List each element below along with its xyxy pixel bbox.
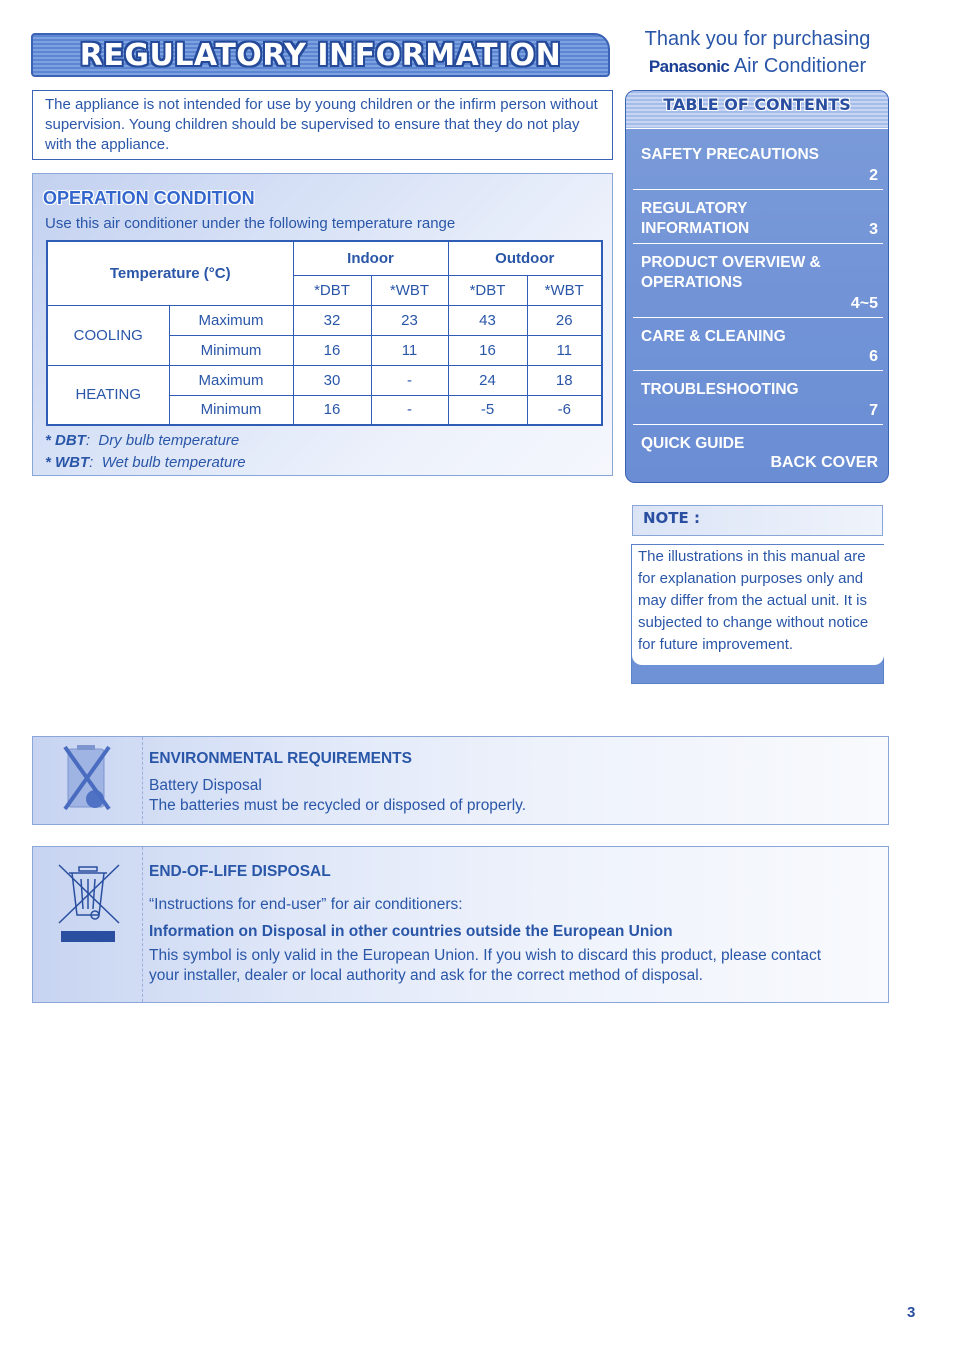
table-cell: 26 (527, 305, 602, 335)
column-header: *WBT (371, 275, 448, 305)
product-name: Air Conditioner (733, 55, 867, 77)
thank-you-line: Thank you for purchasing (644, 28, 871, 50)
environmental-text (149, 749, 526, 816)
table-cell: 32 (293, 305, 371, 335)
table-cell: 30 (293, 365, 371, 395)
column-header: *DBT (448, 275, 527, 305)
table-legend (45, 430, 246, 474)
toc-item-quick-guide[interactable] (633, 434, 883, 478)
toc-item-page: 4~5 (850, 295, 878, 312)
table-cell: 16 (293, 335, 371, 365)
toc-item-product-overview[interactable] (633, 253, 883, 318)
toc-item-page: 2 (869, 167, 878, 184)
toc-item-page: 3 (869, 221, 878, 238)
outdoor-header: Outdoor (448, 241, 602, 275)
table-cell: 23 (371, 305, 448, 335)
table-cell: 11 (527, 335, 602, 365)
title-banner (31, 33, 610, 77)
toc-item-page: 6 (869, 348, 878, 365)
toc-item-label: PRODUCT OVERVIEW & OPERATIONS (641, 254, 821, 291)
maximum-label: Maximum (169, 365, 293, 395)
disposal-subheading: Information on Disposal in other countries outside the European Union (149, 923, 673, 940)
toc-item-troubleshooting[interactable] (633, 380, 883, 425)
toc-title: TABLE OF CONTENTS (663, 95, 851, 114)
table-row (47, 305, 602, 335)
disposal-body: This symbol is only valid in the European Union. If you wish to discard this product, please contact your installer, dealer or local authority and ask for the correct method of disposal. (149, 947, 822, 984)
operation-subheading: Use this air conditioner under the following temperature range (45, 215, 456, 232)
indoor-header: Indoor (293, 241, 448, 275)
table-cell: 16 (448, 335, 527, 365)
note-box (631, 544, 884, 684)
table-cell: - (371, 365, 448, 395)
thank-you-header (626, 28, 889, 78)
maximum-label: Maximum (169, 305, 293, 335)
battery-disposal-title: Battery Disposal (149, 777, 262, 794)
toc-item-label: SAFETY PRECAUTIONS (641, 146, 819, 163)
table-cell: 43 (448, 305, 527, 335)
table-cell: -6 (527, 395, 602, 425)
disposal-text (149, 862, 849, 986)
table-cell: 24 (448, 365, 527, 395)
legend-wbt: * WBT: Wet bulb temperature (45, 454, 246, 471)
toc-item-label: REGULATORY INFORMATION (641, 200, 750, 237)
table-cell: 11 (371, 335, 448, 365)
table-cell: - (371, 395, 448, 425)
environmental-requirements-box (32, 736, 889, 825)
crossed-battery-icon (33, 737, 143, 825)
table-of-contents (625, 90, 889, 483)
page-number: 3 (907, 1304, 916, 1321)
operation-heading: OPERATION CONDITION (43, 188, 255, 208)
temperature-header: Temperature (°C) (47, 241, 293, 305)
toc-item-label: TROUBLESHOOTING (641, 381, 799, 398)
toc-item-page: 7 (869, 402, 878, 419)
toc-item-safety[interactable] (633, 145, 883, 190)
table-row (47, 241, 602, 275)
legend-dbt: * DBT: Dry bulb temperature (45, 432, 240, 449)
disposal-heading: END-OF-LIFE DISPOSAL (149, 863, 331, 880)
supervision-warning: The appliance is not intended for use by young children or the infirm person without supervision. Young children should be supervised to ensure that they do not play with the appliance. (32, 90, 613, 160)
battery-disposal-text: The batteries must be recycled or disposed of properly. (149, 797, 527, 814)
environmental-heading: ENVIRONMENTAL REQUIREMENTS (149, 750, 412, 767)
column-header: *WBT (527, 275, 602, 305)
temperature-table (46, 240, 603, 426)
end-of-life-disposal-box (32, 846, 889, 1003)
page-title: REGULATORY INFORMATION (79, 38, 562, 73)
legend-wbt-text: Wet bulb temperature (101, 454, 246, 471)
operation-condition-panel (32, 173, 613, 476)
toc-item-label: CARE & CLEANING (641, 328, 786, 345)
brand-logo: Panasonic (648, 57, 730, 76)
toc-item-label: QUICK GUIDE (641, 435, 745, 452)
product-line (626, 55, 889, 78)
table-row (47, 365, 602, 395)
column-header: *DBT (293, 275, 371, 305)
crossed-bin-icon (33, 847, 143, 1003)
toc-item-regulatory[interactable] (633, 199, 883, 244)
legend-wbt-key: * WBT (45, 454, 90, 471)
toc-item-care-cleaning[interactable] (633, 327, 883, 371)
toc-item-page: BACK COVER (770, 454, 878, 471)
heating-label: HEATING (47, 365, 169, 425)
table-cell: -5 (448, 395, 527, 425)
battery-disposal-icon-area (33, 737, 143, 824)
note-text: The illustrations in this manual are for explanation purposes only and may differ from the actual unit. It is subjected to change without notice for future improvement. (632, 545, 884, 665)
table-cell: 18 (527, 365, 602, 395)
minimum-label: Minimum (169, 395, 293, 425)
toc-header (626, 91, 888, 129)
end-user-instructions: “Instructions for end-user” for air conditioners: (149, 896, 463, 913)
legend-dbt-key: * DBT (45, 432, 86, 449)
minimum-label: Minimum (169, 335, 293, 365)
table-cell: 16 (293, 395, 371, 425)
note-label: NOTE : (632, 505, 883, 536)
cooling-label: COOLING (47, 305, 169, 365)
legend-dbt-text: Dry bulb temperature (98, 432, 240, 449)
weee-icon-area (33, 847, 143, 1002)
